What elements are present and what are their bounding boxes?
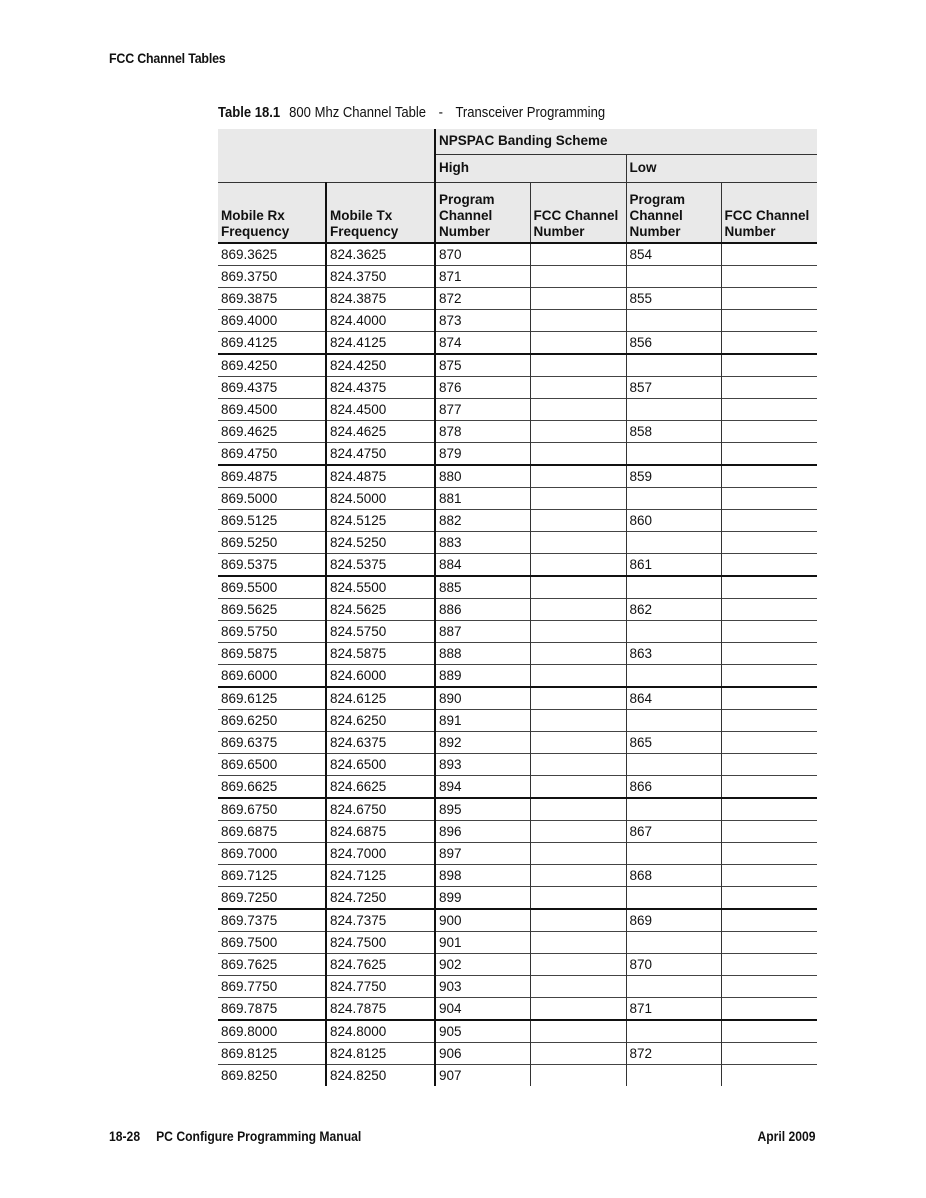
table-row (218, 954, 817, 976)
rx-frequency-cell: 869.5750 (218, 621, 326, 643)
high-fcc-channel-cell (530, 821, 626, 843)
high-program-channel-cell: 888 (435, 643, 530, 665)
low-fcc-channel-cell (721, 288, 817, 310)
column-header-high-program: Program Channel Number (435, 183, 530, 244)
high-program-channel-cell: 889 (435, 665, 530, 688)
table-row (218, 865, 817, 887)
table-row (218, 643, 817, 665)
low-program-channel-cell: 861 (626, 554, 721, 577)
tx-frequency-cell: 824.6250 (326, 710, 435, 732)
low-fcc-channel-cell (721, 687, 817, 710)
tx-frequency-cell: 824.3875 (326, 288, 435, 310)
low-program-channel-cell: 871 (626, 998, 721, 1021)
low-program-channel-cell (626, 354, 721, 377)
rx-frequency-cell: 869.7750 (218, 976, 326, 998)
rx-frequency-cell: 869.7625 (218, 954, 326, 976)
high-fcc-channel-cell (530, 488, 626, 510)
table-row (218, 288, 817, 310)
high-program-channel-cell: 897 (435, 843, 530, 865)
low-program-channel-cell (626, 887, 721, 910)
table-row (218, 443, 817, 466)
high-fcc-channel-cell (530, 687, 626, 710)
high-fcc-channel-cell (530, 710, 626, 732)
column-header-low-program: Program Channel Number (626, 183, 721, 244)
table-row (218, 554, 817, 577)
table-body (218, 243, 817, 1086)
low-fcc-channel-cell (721, 332, 817, 355)
tx-frequency-cell: 824.4250 (326, 354, 435, 377)
high-fcc-channel-cell (530, 998, 626, 1021)
low-program-channel-cell: 868 (626, 865, 721, 887)
rx-frequency-cell: 869.3875 (218, 288, 326, 310)
rx-frequency-cell: 869.6750 (218, 798, 326, 821)
manual-title: PC Configure Programming Manual (156, 1129, 362, 1144)
rx-frequency-cell: 869.5000 (218, 488, 326, 510)
tx-frequency-cell: 824.7375 (326, 909, 435, 932)
high-program-channel-cell: 892 (435, 732, 530, 754)
low-fcc-channel-cell (721, 465, 817, 488)
tx-frequency-cell: 824.4625 (326, 421, 435, 443)
low-fcc-channel-cell (721, 932, 817, 954)
low-fcc-channel-cell (721, 310, 817, 332)
low-program-channel-cell (626, 1065, 721, 1087)
table-caption (218, 105, 605, 121)
high-fcc-channel-cell (530, 754, 626, 776)
high-fcc-channel-cell (530, 865, 626, 887)
table-row (218, 1065, 817, 1087)
high-program-channel-cell: 882 (435, 510, 530, 532)
low-program-channel-cell (626, 710, 721, 732)
tx-frequency-cell: 824.7000 (326, 843, 435, 865)
footer-date: April 2009 (757, 1129, 816, 1144)
caption-separator: - (438, 105, 444, 121)
page-number: 18-28 (109, 1129, 141, 1144)
tx-frequency-cell: 824.4875 (326, 465, 435, 488)
low-fcc-channel-cell (721, 998, 817, 1021)
rx-frequency-cell: 869.6375 (218, 732, 326, 754)
low-fcc-channel-cell (721, 798, 817, 821)
table-row (218, 465, 817, 488)
tx-frequency-cell: 824.3750 (326, 266, 435, 288)
high-program-channel-cell: 887 (435, 621, 530, 643)
high-program-channel-cell: 893 (435, 754, 530, 776)
tx-frequency-cell: 824.6750 (326, 798, 435, 821)
high-program-channel-cell: 871 (435, 266, 530, 288)
table-row (218, 776, 817, 799)
low-program-channel-cell: 858 (626, 421, 721, 443)
table-row (218, 243, 817, 266)
high-program-channel-cell: 874 (435, 332, 530, 355)
low-fcc-channel-cell (721, 887, 817, 910)
section-header: FCC Channel Tables (109, 51, 226, 66)
rx-frequency-cell: 869.7500 (218, 932, 326, 954)
low-program-channel-cell (626, 576, 721, 599)
rx-frequency-cell: 869.5250 (218, 532, 326, 554)
low-program-channel-cell (626, 532, 721, 554)
rx-frequency-cell: 869.6500 (218, 754, 326, 776)
low-fcc-channel-cell (721, 710, 817, 732)
low-program-channel-cell (626, 665, 721, 688)
tx-frequency-cell: 824.4750 (326, 443, 435, 466)
high-program-channel-cell: 877 (435, 399, 530, 421)
subgroup-low: Low (626, 155, 817, 183)
rx-frequency-cell: 869.4125 (218, 332, 326, 355)
table-row (218, 932, 817, 954)
table-row (218, 266, 817, 288)
high-fcc-channel-cell (530, 599, 626, 621)
high-fcc-channel-cell (530, 909, 626, 932)
rx-frequency-cell: 869.7375 (218, 909, 326, 932)
rx-frequency-cell: 869.7875 (218, 998, 326, 1021)
high-fcc-channel-cell (530, 1020, 626, 1043)
low-program-channel-cell: 870 (626, 954, 721, 976)
low-program-channel-cell: 867 (626, 821, 721, 843)
table-row (218, 1043, 817, 1065)
tx-frequency-cell: 824.5375 (326, 554, 435, 577)
column-header-rx: Mobile Rx Frequency (218, 183, 326, 244)
low-fcc-channel-cell (721, 754, 817, 776)
low-program-channel-cell (626, 488, 721, 510)
high-program-channel-cell: 879 (435, 443, 530, 466)
column-header-high-fcc: FCC Channel Number (530, 183, 626, 244)
table-row (218, 798, 817, 821)
subgroup-high: High (435, 155, 626, 183)
tx-frequency-cell: 824.4125 (326, 332, 435, 355)
tx-frequency-cell: 824.6500 (326, 754, 435, 776)
low-program-channel-cell: 859 (626, 465, 721, 488)
rx-frequency-cell: 869.5625 (218, 599, 326, 621)
low-fcc-channel-cell (721, 909, 817, 932)
high-program-channel-cell: 875 (435, 354, 530, 377)
high-program-channel-cell: 883 (435, 532, 530, 554)
table-row (218, 754, 817, 776)
rx-frequency-cell: 869.7000 (218, 843, 326, 865)
rx-frequency-cell: 869.8250 (218, 1065, 326, 1087)
high-fcc-channel-cell (530, 932, 626, 954)
high-program-channel-cell: 898 (435, 865, 530, 887)
table-row (218, 488, 817, 510)
rx-frequency-cell: 869.4375 (218, 377, 326, 399)
low-fcc-channel-cell (721, 865, 817, 887)
high-program-channel-cell: 873 (435, 310, 530, 332)
low-program-channel-cell (626, 976, 721, 998)
high-program-channel-cell: 902 (435, 954, 530, 976)
low-fcc-channel-cell (721, 488, 817, 510)
tx-frequency-cell: 824.5625 (326, 599, 435, 621)
low-program-channel-cell: 872 (626, 1043, 721, 1065)
tx-frequency-cell: 824.4375 (326, 377, 435, 399)
high-program-channel-cell: 899 (435, 887, 530, 910)
low-program-channel-cell: 855 (626, 288, 721, 310)
low-program-channel-cell (626, 399, 721, 421)
high-program-channel-cell: 895 (435, 798, 530, 821)
table-row (218, 421, 817, 443)
low-fcc-channel-cell (721, 1020, 817, 1043)
footer-left (109, 1129, 361, 1144)
rx-frequency-cell: 869.6000 (218, 665, 326, 688)
high-program-channel-cell: 904 (435, 998, 530, 1021)
tx-frequency-cell: 824.8000 (326, 1020, 435, 1043)
low-program-channel-cell (626, 932, 721, 954)
low-fcc-channel-cell (721, 954, 817, 976)
low-fcc-channel-cell (721, 354, 817, 377)
high-program-channel-cell: 870 (435, 243, 530, 266)
low-program-channel-cell (626, 266, 721, 288)
table-row (218, 710, 817, 732)
table-row (218, 887, 817, 910)
rx-frequency-cell: 869.4625 (218, 421, 326, 443)
table-row (218, 665, 817, 688)
table-row (218, 510, 817, 532)
high-program-channel-cell: 886 (435, 599, 530, 621)
tx-frequency-cell: 824.5500 (326, 576, 435, 599)
tx-frequency-cell: 824.6125 (326, 687, 435, 710)
high-program-channel-cell: 906 (435, 1043, 530, 1065)
high-program-channel-cell: 890 (435, 687, 530, 710)
high-fcc-channel-cell (530, 443, 626, 466)
high-fcc-channel-cell (530, 732, 626, 754)
low-program-channel-cell: 860 (626, 510, 721, 532)
high-fcc-channel-cell (530, 354, 626, 377)
rx-frequency-cell: 869.8000 (218, 1020, 326, 1043)
table-row (218, 399, 817, 421)
table-row (218, 332, 817, 355)
high-fcc-channel-cell (530, 465, 626, 488)
table-row (218, 909, 817, 932)
high-fcc-channel-cell (530, 310, 626, 332)
table-row (218, 354, 817, 377)
low-fcc-channel-cell (721, 843, 817, 865)
low-fcc-channel-cell (721, 377, 817, 399)
low-fcc-channel-cell (721, 554, 817, 577)
low-fcc-channel-cell (721, 732, 817, 754)
table-row (218, 377, 817, 399)
low-program-channel-cell (626, 843, 721, 865)
table-row (218, 532, 817, 554)
table-row (218, 821, 817, 843)
low-program-channel-cell: 854 (626, 243, 721, 266)
high-fcc-channel-cell (530, 843, 626, 865)
rx-frequency-cell: 869.4000 (218, 310, 326, 332)
rx-frequency-cell: 869.6625 (218, 776, 326, 799)
high-program-channel-cell: 905 (435, 1020, 530, 1043)
rx-frequency-cell: 869.5500 (218, 576, 326, 599)
tx-frequency-cell: 824.8125 (326, 1043, 435, 1065)
tx-frequency-cell: 824.6625 (326, 776, 435, 799)
low-program-channel-cell: 862 (626, 599, 721, 621)
high-fcc-channel-cell (530, 576, 626, 599)
low-program-channel-cell (626, 621, 721, 643)
high-fcc-channel-cell (530, 1065, 626, 1087)
high-fcc-channel-cell (530, 621, 626, 643)
rx-frequency-cell: 869.5875 (218, 643, 326, 665)
high-program-channel-cell: 891 (435, 710, 530, 732)
high-fcc-channel-cell (530, 243, 626, 266)
high-fcc-channel-cell (530, 776, 626, 799)
rx-frequency-cell: 869.7250 (218, 887, 326, 910)
high-fcc-channel-cell (530, 421, 626, 443)
low-fcc-channel-cell (721, 821, 817, 843)
tx-frequency-cell: 824.7625 (326, 954, 435, 976)
rx-frequency-cell: 869.3750 (218, 266, 326, 288)
high-program-channel-cell: 876 (435, 377, 530, 399)
low-program-channel-cell (626, 1020, 721, 1043)
high-fcc-channel-cell (530, 798, 626, 821)
low-fcc-channel-cell (721, 599, 817, 621)
tx-frequency-cell: 824.5750 (326, 621, 435, 643)
high-fcc-channel-cell (530, 954, 626, 976)
high-fcc-channel-cell (530, 399, 626, 421)
low-fcc-channel-cell (721, 510, 817, 532)
rx-frequency-cell: 869.5125 (218, 510, 326, 532)
high-fcc-channel-cell (530, 332, 626, 355)
low-program-channel-cell (626, 310, 721, 332)
tx-frequency-cell: 824.6875 (326, 821, 435, 843)
low-fcc-channel-cell (721, 443, 817, 466)
high-program-channel-cell: 880 (435, 465, 530, 488)
high-fcc-channel-cell (530, 532, 626, 554)
table-row (218, 976, 817, 998)
rx-frequency-cell: 869.3625 (218, 243, 326, 266)
high-program-channel-cell: 884 (435, 554, 530, 577)
low-program-channel-cell: 856 (626, 332, 721, 355)
table-row (218, 621, 817, 643)
high-program-channel-cell: 885 (435, 576, 530, 599)
low-program-channel-cell: 857 (626, 377, 721, 399)
table-row (218, 310, 817, 332)
tx-frequency-cell: 824.8250 (326, 1065, 435, 1087)
tx-frequency-cell: 824.7125 (326, 865, 435, 887)
high-fcc-channel-cell (530, 510, 626, 532)
tx-frequency-cell: 824.7250 (326, 887, 435, 910)
high-fcc-channel-cell (530, 643, 626, 665)
low-fcc-channel-cell (721, 643, 817, 665)
low-program-channel-cell: 865 (626, 732, 721, 754)
table-row (218, 576, 817, 599)
tx-frequency-cell: 824.5000 (326, 488, 435, 510)
table-subtitle: Transceiver Programming (455, 105, 606, 121)
column-header-low-fcc: FCC Channel Number (721, 183, 817, 244)
high-fcc-channel-cell (530, 288, 626, 310)
tx-frequency-cell: 824.5875 (326, 643, 435, 665)
tx-frequency-cell: 824.5125 (326, 510, 435, 532)
rx-frequency-cell: 869.4750 (218, 443, 326, 466)
tx-frequency-cell: 824.3625 (326, 243, 435, 266)
high-program-channel-cell: 900 (435, 909, 530, 932)
low-fcc-channel-cell (721, 243, 817, 266)
low-fcc-channel-cell (721, 1065, 817, 1087)
high-fcc-channel-cell (530, 554, 626, 577)
rx-frequency-cell: 869.6125 (218, 687, 326, 710)
high-fcc-channel-cell (530, 976, 626, 998)
channel-table (218, 129, 817, 1086)
low-program-channel-cell: 866 (626, 776, 721, 799)
low-program-channel-cell (626, 443, 721, 466)
low-fcc-channel-cell (721, 1043, 817, 1065)
table-row (218, 599, 817, 621)
tx-frequency-cell: 824.4500 (326, 399, 435, 421)
low-program-channel-cell (626, 798, 721, 821)
tx-frequency-cell: 824.6375 (326, 732, 435, 754)
rx-frequency-cell: 869.5375 (218, 554, 326, 577)
low-fcc-channel-cell (721, 532, 817, 554)
rx-frequency-cell: 869.6875 (218, 821, 326, 843)
table-row (218, 1020, 817, 1043)
low-program-channel-cell: 869 (626, 909, 721, 932)
tx-frequency-cell: 824.7500 (326, 932, 435, 954)
high-program-channel-cell: 872 (435, 288, 530, 310)
low-fcc-channel-cell (721, 665, 817, 688)
table-title: 800 Mhz Channel Table (289, 105, 427, 121)
group-header: NPSPAC Banding Scheme (435, 129, 817, 155)
low-fcc-channel-cell (721, 776, 817, 799)
rx-frequency-cell: 869.7125 (218, 865, 326, 887)
high-fcc-channel-cell (530, 266, 626, 288)
high-fcc-channel-cell (530, 887, 626, 910)
rx-frequency-cell: 869.4250 (218, 354, 326, 377)
tx-frequency-cell: 824.7750 (326, 976, 435, 998)
tx-frequency-cell: 824.6000 (326, 665, 435, 688)
tx-frequency-cell: 824.7875 (326, 998, 435, 1021)
low-fcc-channel-cell (721, 399, 817, 421)
low-program-channel-cell: 864 (626, 687, 721, 710)
high-program-channel-cell: 907 (435, 1065, 530, 1087)
table-row (218, 843, 817, 865)
rx-frequency-cell: 869.6250 (218, 710, 326, 732)
rx-frequency-cell: 869.8125 (218, 1043, 326, 1065)
high-program-channel-cell: 878 (435, 421, 530, 443)
low-fcc-channel-cell (721, 621, 817, 643)
high-program-channel-cell: 896 (435, 821, 530, 843)
rx-frequency-cell: 869.4500 (218, 399, 326, 421)
rx-frequency-cell: 869.4875 (218, 465, 326, 488)
high-program-channel-cell: 901 (435, 932, 530, 954)
high-fcc-channel-cell (530, 377, 626, 399)
column-header-tx: Mobile Tx Frequency (326, 183, 435, 244)
header-blank (218, 129, 435, 183)
table-row (218, 687, 817, 710)
tx-frequency-cell: 824.4000 (326, 310, 435, 332)
table-number: Table 18.1 (218, 105, 281, 121)
high-fcc-channel-cell (530, 1043, 626, 1065)
table-row (218, 998, 817, 1021)
table-row (218, 732, 817, 754)
low-fcc-channel-cell (721, 266, 817, 288)
low-program-channel-cell: 863 (626, 643, 721, 665)
low-program-channel-cell (626, 754, 721, 776)
tx-frequency-cell: 824.5250 (326, 532, 435, 554)
low-fcc-channel-cell (721, 976, 817, 998)
low-fcc-channel-cell (721, 576, 817, 599)
high-program-channel-cell: 881 (435, 488, 530, 510)
high-program-channel-cell: 903 (435, 976, 530, 998)
low-fcc-channel-cell (721, 421, 817, 443)
high-program-channel-cell: 894 (435, 776, 530, 799)
high-fcc-channel-cell (530, 665, 626, 688)
